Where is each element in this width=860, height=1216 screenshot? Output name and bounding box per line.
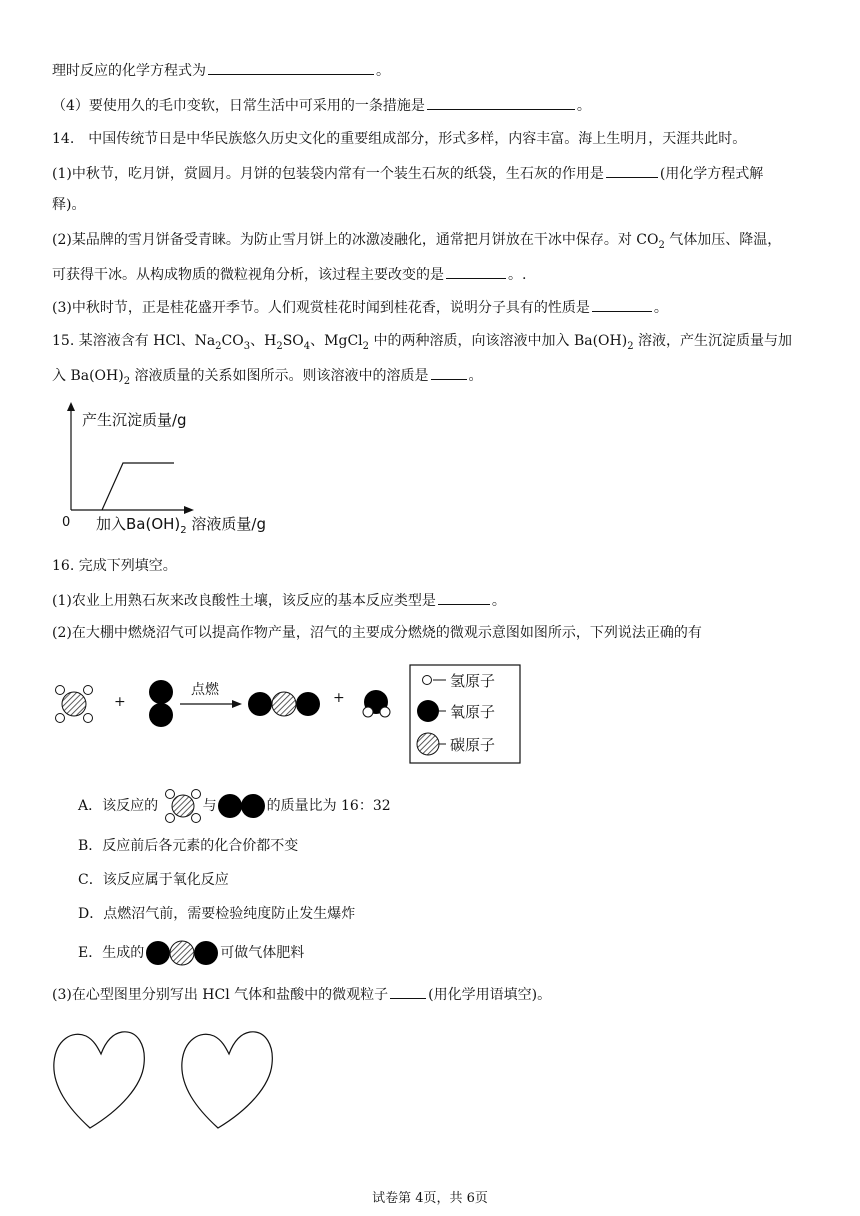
legend-oxygen: 氧原子 — [450, 703, 496, 721]
answer-blank[interactable] — [592, 297, 652, 312]
water-molecule — [363, 690, 390, 717]
oxygen-molecule — [149, 680, 173, 727]
methane-molecule — [56, 686, 93, 723]
q16-title: 16. 完成下列填空。 — [52, 558, 177, 574]
oxygen-icon — [217, 793, 267, 819]
answer-blank[interactable] — [427, 95, 575, 110]
heart-shape-hcl-gas — [54, 1032, 144, 1128]
precipitate-curve — [102, 463, 174, 510]
option-a[interactable]: A．该反应的 与 的质量比为 16：32 — [78, 796, 391, 816]
option-e[interactable]: E．生成的 可做气体肥料 — [78, 943, 304, 963]
q16-part1: (1)农业上用熟石灰来改良酸性土壤，该反应的基本反应类型是 。 — [52, 590, 820, 611]
methane-icon — [163, 788, 203, 824]
q15-line1: 15. 某溶液含有 HCl、$Na_2CO_3$、$H_2SO_4$、MgCl$_2$ 中的两种溶质，向该溶液中加入 $Ba(OH)_2$ 溶液，产生沉淀质量与加 — [52, 333, 793, 352]
plus-sign: + — [114, 694, 126, 710]
q16-part3: (3)在心型图里分别写出 HCl 气体和盐酸中的微观粒子 (用化学用语填空)。 — [52, 984, 820, 1005]
answer-blank[interactable] — [390, 984, 426, 999]
reaction-condition: 点燃 — [191, 682, 219, 698]
page-footer: 试卷第 4页，共 6页 — [372, 1191, 488, 1206]
q13-line: 理时反应的化学方程式为 。 — [52, 60, 820, 81]
q14-part1-cont: 释)。 — [52, 197, 86, 213]
option-d[interactable]: D．点燃沼气前，需要检验纯度防止发生爆炸 — [78, 906, 356, 922]
q14-part2: (2)某品牌的雪月饼备受青睐。为防止雪月饼上的冰激凌融化，通常把月饼放在干冰中保存。对 $CO_2$ 气体加压、降温， — [52, 232, 782, 251]
q14-intro: 14. 中国传统节日是中华民族悠久历史文化的重要组成部分，形式多样，内容丰富。海上生明月，天涯共此时。 — [52, 131, 747, 147]
heart-shape-hydrochloric-acid — [182, 1032, 272, 1128]
q13-part4: （4）要使用久的毛巾变软，日常生活中可采用的一条措施是 。 — [52, 95, 820, 116]
legend-hydrogen: 氢原子 — [450, 672, 496, 690]
carbon-dioxide-icon — [144, 939, 220, 967]
carbon-dioxide-molecule — [248, 692, 320, 716]
graph-origin: 0 — [62, 515, 71, 530]
q14-part3: (3)中秋时节，正是桂花盛开季节。人们观赏桂花时闻到桂花香，说明分子具有的性质是 。 — [52, 297, 820, 318]
answer-blank[interactable] — [431, 365, 467, 380]
q16-part2: (2)在大棚中燃烧沼气可以提高作物产量，沼气的主要成分燃烧的微观示意图如图所示，下列说法正确的有 — [52, 625, 702, 641]
q14-part1: (1)中秋节，吃月饼，赏圆月。月饼的包装袋内常有一个装生石灰的纸袋，生石灰的作用是 (用化学方程式解 — [52, 163, 820, 184]
heart-figures — [50, 1026, 330, 1132]
answer-blank[interactable] — [446, 264, 506, 279]
answer-blank[interactable] — [606, 163, 658, 178]
reaction-diagram — [50, 662, 530, 770]
answer-blank[interactable] — [438, 590, 490, 605]
plus-sign: + — [333, 690, 345, 706]
legend-carbon: 碳原子 — [450, 736, 496, 754]
graph-xlabel: 加入$Ba(OH)_2$ 溶液质量/g — [96, 515, 266, 536]
graph-ylabel: 产生沉淀质量/g — [82, 411, 187, 429]
precipitate-graph — [56, 402, 296, 538]
option-b[interactable]: B．反应前后各元素的化合价都不变 — [78, 838, 299, 854]
answer-blank[interactable] — [208, 60, 374, 75]
option-c[interactable]: C．该反应属于氧化反应 — [78, 872, 229, 888]
q14-part2-cont: 可获得干冰。从构成物质的微粒视角分析，该过程主要改变的是 。. — [52, 264, 820, 285]
q15-line2: 入 $Ba(OH)_2$ 溶液质量的关系如图所示。则该溶液中的溶质是 。 — [52, 365, 820, 386]
